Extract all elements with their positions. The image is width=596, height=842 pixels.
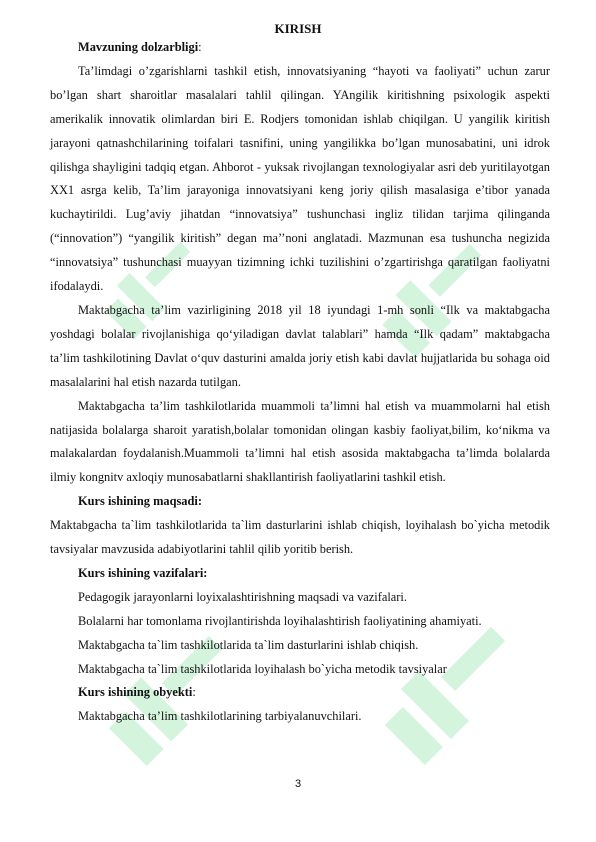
obyekt-colon: : (192, 685, 196, 700)
maqsad-text: Maktabgacha ta`lim tashkilotlarida ta`lim dasturlarini ishlab chiqish, loyihalash bo`yicha metodik tavsiyalar mavzusida adabiyotlarini tahlil qilib yoritib berish. (50, 518, 550, 557)
vazifa-heading: Kurs ishining vazifalari: (78, 565, 208, 580)
paragraph-3: Maktabgacha ta’lim tashkilotlarida muammoli ta’limni hal etish va muammolarni hal etish natijasida bolalarga sharoit yaratish,bolalar tomonidan olingan kasbiy faoliyat,bilim, ko‘nikma va malakalardan foydalanish.Muammoli ta’limni hal etish asosida maktabgacha ta’limda bolalarda ilmiy kongnitv axloqiy munosabatlarni shakllantirish faoliyatlarini tashkil etish. (50, 398, 550, 485)
document-body (50, 36, 550, 729)
paragraph-1: Ta’limdagi o’zgarishlarni tashkil etish, innovatsiyaning “hayoti va faoliyati” uchun zarur bo’lgan shart sharoitlar masalalari tahlil qilingan. YAngilik kiritishning psixologik aspekti amerikalik innovatik olimlardan biri E. Rodjers tomonidan ishlab chiqilgan. U yangilik kiritish jarayoni qatnashchilarining toifalari tasnifini, uning yangilikka bo’lgan munosabatini, uni idrok qilishga shayligini tadqiq etgan. Ahborot - yuksak rivojlangan texnologiyalar asri deb yuritilayotgan XX1 asrga kelib, Ta’lim jarayoniga innovatsiyani keng joriy qilish masalasiga e’tibor yanada kuchaytirildi. Lug’aviy jihatdan “innovatsiya” tushunchasi ingliz tilidan tarjima qilinganda (“innovation”) “yangilik kiritish” degan ma’’noni anglatadi. Mazmunan esa tushuncha negizida “innovatsiya” tushunchasi muayyan tizimning ichki tuzilishini o’zgartirishga qaratilgan faoliyatni ifodalaydi. (50, 63, 550, 294)
obyekt-heading (50, 681, 550, 705)
vazifa-item: Maktabgacha ta`lim tashkilotlarida loyihalash bo`yicha metodik tavsiyalar (78, 661, 447, 676)
obyekt-label: Kurs ishining obyekti (78, 685, 193, 700)
vazifa-item: Bolalarni har tomonlama rivojlantirishda loyihalashtirish faoliyatining ahamiyati. (78, 613, 482, 628)
vazifa-item: Pedagogik jarayonlarni loyixalashtirishning maqsadi va vazifalari. (78, 589, 407, 604)
page-title: KIRISH (274, 21, 322, 36)
paragraph-2: Maktabgacha ta’lim vazirligining 2018 yil 18 iyundagi 1-mh sonli “Ilk va maktabgacha yoshdagi bolalar rivojlanishiga qo‘yiladigan davlat talablari” hamda “Ilk qadam” maktabgacha ta’lim tashkilotining Davlat o‘quv dasturini amalda joriy etish kabi davlat hujjatlarida bu sohaga oid masalalarini hal etish nazarda tutilgan. (50, 302, 550, 389)
obyekt-text: Maktabgacha ta’lim tashkilotlarining tarbiyalanuvchilari. (78, 709, 362, 724)
dolzarblik-label: Mavzuning dolzarbligi (78, 40, 199, 54)
vazifa-item: Maktabgacha ta`lim tashkilotlarida ta`lim dasturlarini ishlab chiqish. (78, 637, 419, 652)
maqsad-heading: Kurs ishining maqsadi: (78, 494, 202, 509)
dolzarblik-heading (50, 36, 550, 60)
page-number: 3 (294, 778, 302, 790)
dolzarblik-colon: : (198, 40, 202, 54)
